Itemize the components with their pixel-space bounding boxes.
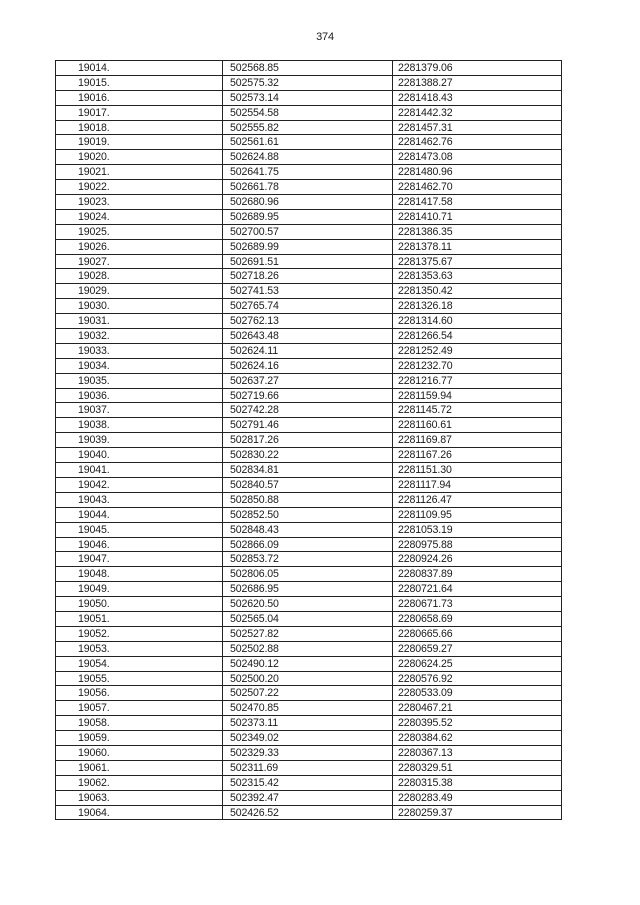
point-number-cell: 19038.: [56, 418, 223, 432]
x-coordinate-cell: 502680.96: [223, 195, 393, 209]
x-coordinate-cell: 502689.95: [223, 210, 393, 224]
point-number-cell: 19059.: [56, 731, 223, 745]
y-coordinate-cell: 2281314.60: [393, 314, 562, 328]
point-number-cell: 19054.: [56, 657, 223, 671]
x-coordinate-cell: 502373.11: [223, 716, 393, 730]
point-number-cell: 19020.: [56, 150, 223, 164]
table-row: [56, 478, 562, 493]
y-coordinate-cell: 2280533.09: [393, 686, 562, 700]
table-row: [56, 403, 562, 418]
point-number-cell: 19053.: [56, 642, 223, 656]
x-coordinate-cell: 502834.81: [223, 463, 393, 477]
x-coordinate-cell: 502848.43: [223, 523, 393, 537]
y-coordinate-cell: 2281410.71: [393, 210, 562, 224]
page-number: 374: [316, 31, 334, 43]
x-coordinate-cell: 502719.66: [223, 389, 393, 403]
y-coordinate-cell: 2281386.35: [393, 225, 562, 239]
x-coordinate-cell: 502637.27: [223, 374, 393, 388]
table-row: [56, 657, 562, 672]
y-coordinate-cell: 2281160.61: [393, 418, 562, 432]
x-coordinate-cell: 502502.88: [223, 642, 393, 656]
point-number-cell: 19047.: [56, 552, 223, 566]
table-row: [56, 523, 562, 538]
x-coordinate-cell: 502315.42: [223, 776, 393, 790]
table-row: [56, 269, 562, 284]
table-row: [56, 150, 562, 165]
y-coordinate-cell: 2281151.30: [393, 463, 562, 477]
table-row: [56, 791, 562, 806]
y-coordinate-cell: 2281417.58: [393, 195, 562, 209]
y-coordinate-cell: 2280259.37: [393, 806, 562, 820]
y-coordinate-cell: 2280671.73: [393, 597, 562, 611]
x-coordinate-cell: 502643.48: [223, 329, 393, 343]
x-coordinate-cell: 502624.16: [223, 359, 393, 373]
y-coordinate-cell: 2281053.19: [393, 523, 562, 537]
x-coordinate-cell: 502426.52: [223, 806, 393, 820]
table-row: [56, 612, 562, 627]
table-row: [56, 299, 562, 314]
table-row: [56, 761, 562, 776]
x-coordinate-cell: 502762.13: [223, 314, 393, 328]
table-row: [56, 418, 562, 433]
y-coordinate-cell: 2281462.76: [393, 135, 562, 149]
point-number-cell: 19015.: [56, 76, 223, 90]
x-coordinate-cell: 502742.28: [223, 403, 393, 417]
x-coordinate-cell: 502624.88: [223, 150, 393, 164]
x-coordinate-cell: 502791.46: [223, 418, 393, 432]
x-coordinate-cell: 502554.58: [223, 106, 393, 120]
y-coordinate-cell: 2280721.64: [393, 582, 562, 596]
y-coordinate-cell: 2281232.70: [393, 359, 562, 373]
table-row: [56, 552, 562, 567]
y-coordinate-cell: 2281252.49: [393, 344, 562, 358]
y-coordinate-cell: 2281350.42: [393, 284, 562, 298]
table-row: [56, 642, 562, 657]
x-coordinate-cell: 502830.22: [223, 448, 393, 462]
table-row: [56, 582, 562, 597]
x-coordinate-cell: 502568.85: [223, 61, 393, 75]
y-coordinate-cell: 2281117.94: [393, 478, 562, 492]
table-row: [56, 567, 562, 582]
point-number-cell: 19016.: [56, 91, 223, 105]
point-number-cell: 19036.: [56, 389, 223, 403]
table-row: [56, 493, 562, 508]
y-coordinate-cell: 2281473.08: [393, 150, 562, 164]
x-coordinate-cell: 502349.02: [223, 731, 393, 745]
point-number-cell: 19058.: [56, 716, 223, 730]
y-coordinate-cell: 2281480.96: [393, 165, 562, 179]
point-number-cell: 19028.: [56, 269, 223, 283]
x-coordinate-cell: 502620.50: [223, 597, 393, 611]
table-row: [56, 701, 562, 716]
x-coordinate-cell: 502573.14: [223, 91, 393, 105]
point-number-cell: 19061.: [56, 761, 223, 775]
x-coordinate-cell: 502686.95: [223, 582, 393, 596]
x-coordinate-cell: 502765.74: [223, 299, 393, 313]
y-coordinate-cell: 2281216.77: [393, 374, 562, 388]
point-number-cell: 19052.: [56, 627, 223, 641]
y-coordinate-cell: 2280624.25: [393, 657, 562, 671]
x-coordinate-cell: 502806.05: [223, 567, 393, 581]
point-number-cell: 19017.: [56, 106, 223, 120]
x-coordinate-cell: 502840.57: [223, 478, 393, 492]
point-number-cell: 19050.: [56, 597, 223, 611]
point-number-cell: 19046.: [56, 538, 223, 552]
y-coordinate-cell: 2280837.89: [393, 567, 562, 581]
y-coordinate-cell: 2280395.52: [393, 716, 562, 730]
table-row: [56, 672, 562, 687]
table-row: [56, 508, 562, 523]
x-coordinate-cell: 502470.85: [223, 701, 393, 715]
x-coordinate-cell: 502555.82: [223, 121, 393, 135]
point-number-cell: 19043.: [56, 493, 223, 507]
y-coordinate-cell: 2281375.67: [393, 255, 562, 269]
x-coordinate-cell: 502852.50: [223, 508, 393, 522]
point-number-cell: 19023.: [56, 195, 223, 209]
table-row: [56, 374, 562, 389]
table-row: [56, 135, 562, 150]
table-row: [56, 329, 562, 344]
point-number-cell: 19021.: [56, 165, 223, 179]
table-row: [56, 716, 562, 731]
table-row: [56, 180, 562, 195]
point-number-cell: 19055.: [56, 672, 223, 686]
x-coordinate-cell: 502641.75: [223, 165, 393, 179]
point-number-cell: 19037.: [56, 403, 223, 417]
table-row: [56, 538, 562, 553]
point-number-cell: 19064.: [56, 806, 223, 820]
y-coordinate-cell: 2280975.88: [393, 538, 562, 552]
point-number-cell: 19051.: [56, 612, 223, 626]
table-row: [56, 731, 562, 746]
y-coordinate-cell: 2281159.94: [393, 389, 562, 403]
y-coordinate-cell: 2281388.27: [393, 76, 562, 90]
point-number-cell: 19056.: [56, 686, 223, 700]
table-row: [56, 210, 562, 225]
table-row: [56, 165, 562, 180]
x-coordinate-cell: 502311.69: [223, 761, 393, 775]
y-coordinate-cell: 2280384.62: [393, 731, 562, 745]
table-row: [56, 255, 562, 270]
table-row: [56, 776, 562, 791]
y-coordinate-cell: 2280283.49: [393, 791, 562, 805]
point-number-cell: 19041.: [56, 463, 223, 477]
point-number-cell: 19042.: [56, 478, 223, 492]
table-row: [56, 344, 562, 359]
x-coordinate-cell: 502624.11: [223, 344, 393, 358]
table-row: [56, 806, 562, 821]
point-number-cell: 19045.: [56, 523, 223, 537]
x-coordinate-cell: 502329.33: [223, 746, 393, 760]
point-number-cell: 19032.: [56, 329, 223, 343]
table-row: [56, 91, 562, 106]
x-coordinate-cell: 502741.53: [223, 284, 393, 298]
x-coordinate-cell: 502392.47: [223, 791, 393, 805]
point-number-cell: 19048.: [56, 567, 223, 581]
point-number-cell: 19029.: [56, 284, 223, 298]
y-coordinate-cell: 2280467.21: [393, 701, 562, 715]
table-row: [56, 359, 562, 374]
point-number-cell: 19049.: [56, 582, 223, 596]
y-coordinate-cell: 2280315.38: [393, 776, 562, 790]
table-row: [56, 195, 562, 210]
x-coordinate-cell: 502853.72: [223, 552, 393, 566]
y-coordinate-cell: 2281442.32: [393, 106, 562, 120]
x-coordinate-cell: 502689.99: [223, 240, 393, 254]
table-row: [56, 389, 562, 404]
point-number-cell: 19014.: [56, 61, 223, 75]
y-coordinate-cell: 2281169.87: [393, 433, 562, 447]
y-coordinate-cell: 2281462.70: [393, 180, 562, 194]
y-coordinate-cell: 2281378.11: [393, 240, 562, 254]
x-coordinate-cell: 502661.78: [223, 180, 393, 194]
y-coordinate-cell: 2281379.06: [393, 61, 562, 75]
y-coordinate-cell: 2281418.43: [393, 91, 562, 105]
point-number-cell: 19034.: [56, 359, 223, 373]
x-coordinate-cell: 502718.26: [223, 269, 393, 283]
point-number-cell: 19019.: [56, 135, 223, 149]
y-coordinate-cell: 2281145.72: [393, 403, 562, 417]
x-coordinate-cell: 502565.04: [223, 612, 393, 626]
x-coordinate-cell: 502561.61: [223, 135, 393, 149]
y-coordinate-cell: 2281266.54: [393, 329, 562, 343]
y-coordinate-cell: 2281353.63: [393, 269, 562, 283]
point-number-cell: 19025.: [56, 225, 223, 239]
y-coordinate-cell: 2280659.27: [393, 642, 562, 656]
point-number-cell: 19030.: [56, 299, 223, 313]
x-coordinate-cell: 502490.12: [223, 657, 393, 671]
table-row: [56, 686, 562, 701]
table-row: [56, 121, 562, 136]
point-number-cell: 19024.: [56, 210, 223, 224]
table-row: [56, 314, 562, 329]
point-number-cell: 19027.: [56, 255, 223, 269]
x-coordinate-cell: 502691.51: [223, 255, 393, 269]
coordinate-table: [55, 60, 562, 820]
point-number-cell: 19057.: [56, 701, 223, 715]
y-coordinate-cell: 2281109.95: [393, 508, 562, 522]
point-number-cell: 19035.: [56, 374, 223, 388]
table-row: [56, 240, 562, 255]
table-row: [56, 284, 562, 299]
y-coordinate-cell: 2281457.31: [393, 121, 562, 135]
x-coordinate-cell: 502500.20: [223, 672, 393, 686]
point-number-cell: 19062.: [56, 776, 223, 790]
y-coordinate-cell: 2281167.26: [393, 448, 562, 462]
point-number-cell: 19060.: [56, 746, 223, 760]
y-coordinate-cell: 2280665.66: [393, 627, 562, 641]
x-coordinate-cell: 502866.09: [223, 538, 393, 552]
y-coordinate-cell: 2281326.18: [393, 299, 562, 313]
table-row: [56, 433, 562, 448]
point-number-cell: 19026.: [56, 240, 223, 254]
point-number-cell: 19022.: [56, 180, 223, 194]
point-number-cell: 19039.: [56, 433, 223, 447]
x-coordinate-cell: 502817.26: [223, 433, 393, 447]
table-row: [56, 225, 562, 240]
y-coordinate-cell: 2280576.92: [393, 672, 562, 686]
y-coordinate-cell: 2280658.69: [393, 612, 562, 626]
x-coordinate-cell: 502575.32: [223, 76, 393, 90]
x-coordinate-cell: 502850.88: [223, 493, 393, 507]
table-row: [56, 597, 562, 612]
table-row: [56, 76, 562, 91]
table-row: [56, 448, 562, 463]
point-number-cell: 19040.: [56, 448, 223, 462]
point-number-cell: 19033.: [56, 344, 223, 358]
x-coordinate-cell: 502700.57: [223, 225, 393, 239]
table-row: [56, 746, 562, 761]
table-row: [56, 627, 562, 642]
point-number-cell: 19044.: [56, 508, 223, 522]
y-coordinate-cell: 2280329.51: [393, 761, 562, 775]
x-coordinate-cell: 502527.82: [223, 627, 393, 641]
table-row: [56, 463, 562, 478]
point-number-cell: 19018.: [56, 121, 223, 135]
y-coordinate-cell: 2281126.47: [393, 493, 562, 507]
table-row: [56, 106, 562, 121]
x-coordinate-cell: 502507.22: [223, 686, 393, 700]
y-coordinate-cell: 2280367.13: [393, 746, 562, 760]
table-row: [56, 61, 562, 76]
point-number-cell: 19063.: [56, 791, 223, 805]
y-coordinate-cell: 2280924.26: [393, 552, 562, 566]
point-number-cell: 19031.: [56, 314, 223, 328]
